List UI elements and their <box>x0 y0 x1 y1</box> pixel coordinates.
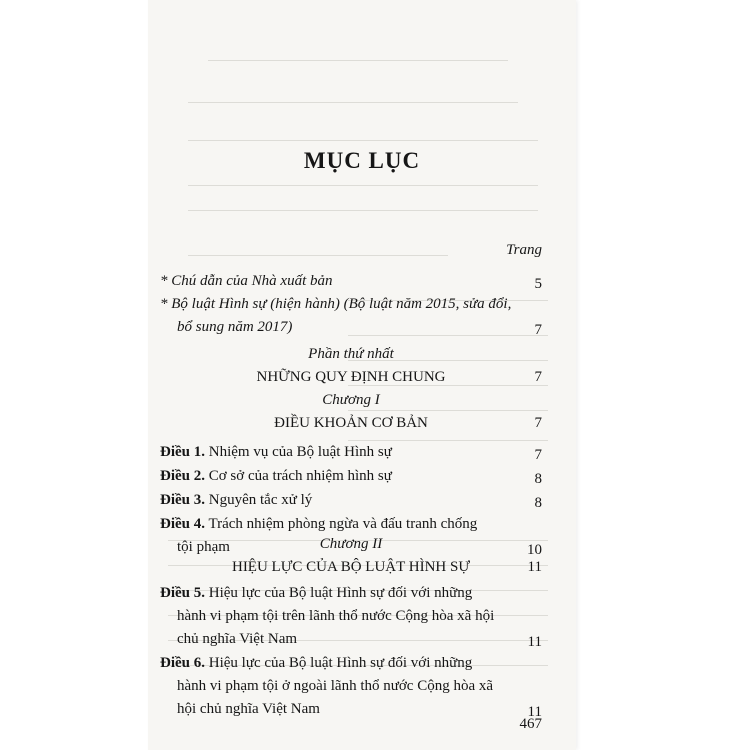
chapter-title: ĐIỀU KHOẢN CƠ BẢN <box>274 415 428 431</box>
toc-entry-dieu-6 <box>160 652 542 721</box>
article-label: Điều 1. <box>160 444 205 460</box>
chapter-title: HIỆU LỰC CỦA BỘ LUẬT HÌNH SỰ <box>231 559 470 575</box>
chapter-label: Chương II <box>319 536 383 552</box>
toc-entry-text: Hiệu lực của Bộ luật Hình sự đối với những <box>208 585 473 601</box>
toc-entry-dieu-2 <box>160 465 542 488</box>
toc-entry-text: tội phạm <box>177 539 230 555</box>
toc-entry-bo-luat <box>160 293 542 339</box>
toc-entry-page: 11 <box>527 559 542 575</box>
toc-entry-page: 11 <box>527 634 542 650</box>
article-label: Điều 5. <box>160 585 205 601</box>
part-heading <box>160 369 542 386</box>
page-title: MỤC LỤC <box>303 148 421 173</box>
book-page <box>148 0 576 750</box>
article-label: Điều 6. <box>160 655 205 671</box>
toc-entry-page: 8 <box>534 471 542 487</box>
toc-entry-text: hội chủ nghĩa Việt Nam <box>177 701 320 717</box>
page-number: 467 <box>519 716 542 732</box>
toc-entry-dieu-1 <box>160 441 542 464</box>
toc-entry-page: 7 <box>534 447 542 463</box>
toc-entry-chu-dan <box>160 270 542 293</box>
toc-entry-text: * Bộ luật Hình sự (hiện hành) (Bộ luật năm 2015, sửa đổi, <box>160 296 512 312</box>
article-label: Điều 3. <box>160 492 205 508</box>
table-of-contents <box>148 0 576 750</box>
article-label: Điều 2. <box>160 468 205 484</box>
toc-entry-text: Nhiệm vụ của Bộ luật Hình sự <box>208 444 392 460</box>
part-label: Phần thứ nhất <box>308 346 394 362</box>
page-column-label: Trang <box>506 242 542 258</box>
toc-entry-text: hành vi phạm tội ở ngoài lãnh thổ nước Cộng hòa xã <box>177 678 494 694</box>
toc-entry-text: hành vi phạm tội trên lãnh thổ nước Cộng hòa xã hội <box>177 608 495 624</box>
part-title: NHỮNG QUY ĐỊNH CHUNG <box>256 369 446 385</box>
toc-entry-page: 10 <box>527 542 542 558</box>
toc-entry-page: 7 <box>534 369 542 385</box>
toc-entry-text: chủ nghĩa Việt Nam <box>177 631 298 647</box>
toc-entry-text: Nguyên tắc xử lý <box>208 492 313 508</box>
toc-entry-text: Hiệu lực của Bộ luật Hình sự đối với những <box>208 655 473 671</box>
toc-entry-text: Trách nhiệm phòng ngừa và đấu tranh chống <box>208 516 478 532</box>
chapter-label: Chương I <box>322 392 380 408</box>
toc-entry-page: 8 <box>534 495 542 511</box>
toc-entry-dieu-3 <box>160 489 542 512</box>
toc-entry-page: 7 <box>534 415 542 431</box>
toc-entry-text: bổ sung năm 2017) <box>177 319 293 335</box>
toc-entry-text: Cơ sở của trách nhiệm hình sự <box>208 468 392 484</box>
toc-entry-page: 5 <box>534 276 542 292</box>
article-label: Điều 4. <box>160 516 205 532</box>
chapter-heading <box>160 415 542 432</box>
toc-entry-text: * Chú dẫn của Nhà xuất bản <box>160 273 333 289</box>
toc-entry-page: 7 <box>534 322 542 338</box>
toc-entry-page: 11 <box>527 704 542 720</box>
toc-entry-dieu-5 <box>160 582 542 651</box>
chapter-heading <box>160 559 542 576</box>
